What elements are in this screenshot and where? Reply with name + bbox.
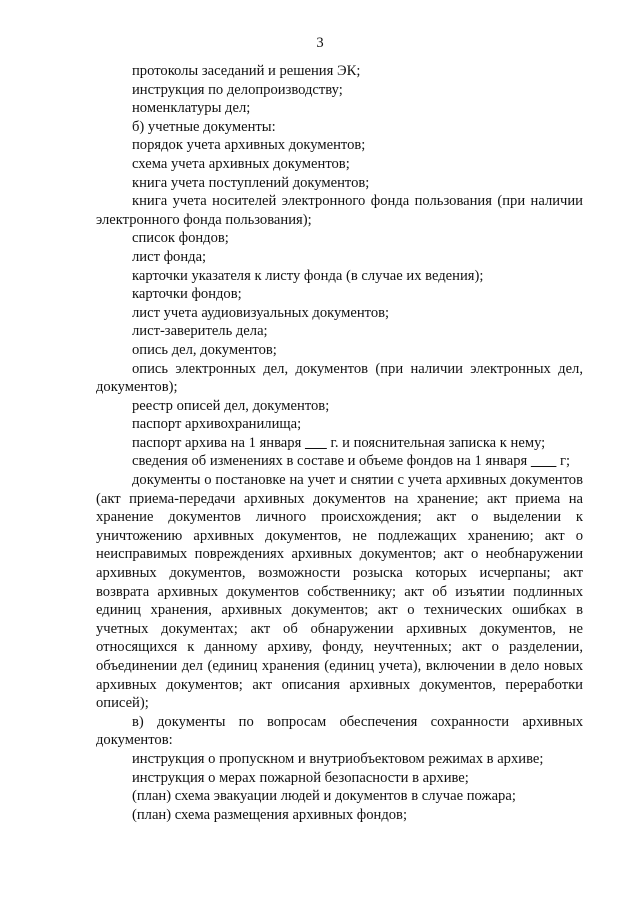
date-blank-field	[531, 453, 557, 469]
list-item-accounting-scheme: схема учета архивных документов;	[132, 155, 350, 172]
list-item-electronic-fund-book: книга учета носителей электронного фонда пользования (при наличии электронного фонда пользования);	[96, 193, 583, 228]
list-item-inventory: опись дел, документов;	[132, 341, 277, 358]
list-item-records-instruction: инструкция по делопроизводству;	[132, 81, 343, 98]
list-item-placement-plan: (план) схема размещения архивных фондов;	[132, 806, 408, 823]
list-item-evacuation-plan: (план) схема эвакуации людей и документов в случае пожара;	[132, 788, 516, 805]
list-item-fund-cards: карточки фондов;	[132, 286, 242, 303]
list-item-nomenclatures: номенклатуры дел;	[132, 100, 251, 117]
list-item-receipt-book: книга учета поступлений документов;	[132, 174, 370, 191]
section-heading-accounting-docs: б) учетные документы:	[132, 118, 276, 135]
list-item-fund-sheet: лист фонда;	[132, 248, 207, 265]
list-item-fund-changes: сведения об изменениях в составе и объеме фондов на 1 января г;	[132, 453, 571, 470]
page-number: 3	[316, 35, 324, 51]
list-item-inventory-register: реестр описей дел, документов;	[132, 397, 330, 414]
list-item-audiovisual-sheet: лист учета аудиовизуальных документов;	[132, 304, 390, 321]
list-item-electronic-inventory: опись электронных дел, документов (при наличии электронных дел, документов);	[96, 360, 583, 396]
list-item-index-cards: карточки указателя к листу фонда (в случае их ведения);	[132, 267, 484, 284]
date-blank-field	[305, 435, 327, 451]
section-heading-preservation-docs: в) документы по вопросам обеспечения сохранности архивных документов:	[96, 713, 583, 749]
list-item-fire-safety: инструкция о мерах пожарной безопасности в архиве;	[132, 769, 469, 786]
list-item-protocols: протоколы заседаний и решения ЭК;	[132, 63, 361, 79]
list-item-certification-sheet: лист-заверитель дела;	[132, 323, 268, 340]
list-item-fund-list: список фондов;	[132, 230, 229, 247]
list-item-registration-documents: документы о постановке на учет и снятии с учета архивных документов (акт приема-передачи архивных документов на хранение; акт приема на хранение документов личного происхождения; акт о выделении к уничтожению архивных документов, не подлежащих хранению; акт о неисправимых повреждениях архивных документов; акт о необнаружении архивных документов, возможности розыска которых исчерпаны; акт возврата архивных документов собственнику; акт об изъятии подлинных единиц хранения, архивных документов; акт о технических ошибках в учетных документах; акт об обнаружении архивных документов, не относящихся к данному архиву, фонду, неучтенных; акт о разделении, объединении дел (единиц хранения (единиц учета), включении в дело новых архивных документов; акт описания архивных документов, переработки описей);	[96, 472, 583, 712]
list-item-archive-passport: паспорт архива на 1 января г. и пояснительная записка к нему;	[132, 434, 546, 451]
document-body	[96, 62, 583, 824]
list-item-storage-passport: паспорт архивохранилища;	[132, 416, 302, 433]
list-item-accounting-procedure: порядок учета архивных документов;	[132, 137, 366, 154]
list-item-access-regime: инструкция о пропускном и внутриобъектовом режимах в архиве;	[132, 750, 544, 767]
